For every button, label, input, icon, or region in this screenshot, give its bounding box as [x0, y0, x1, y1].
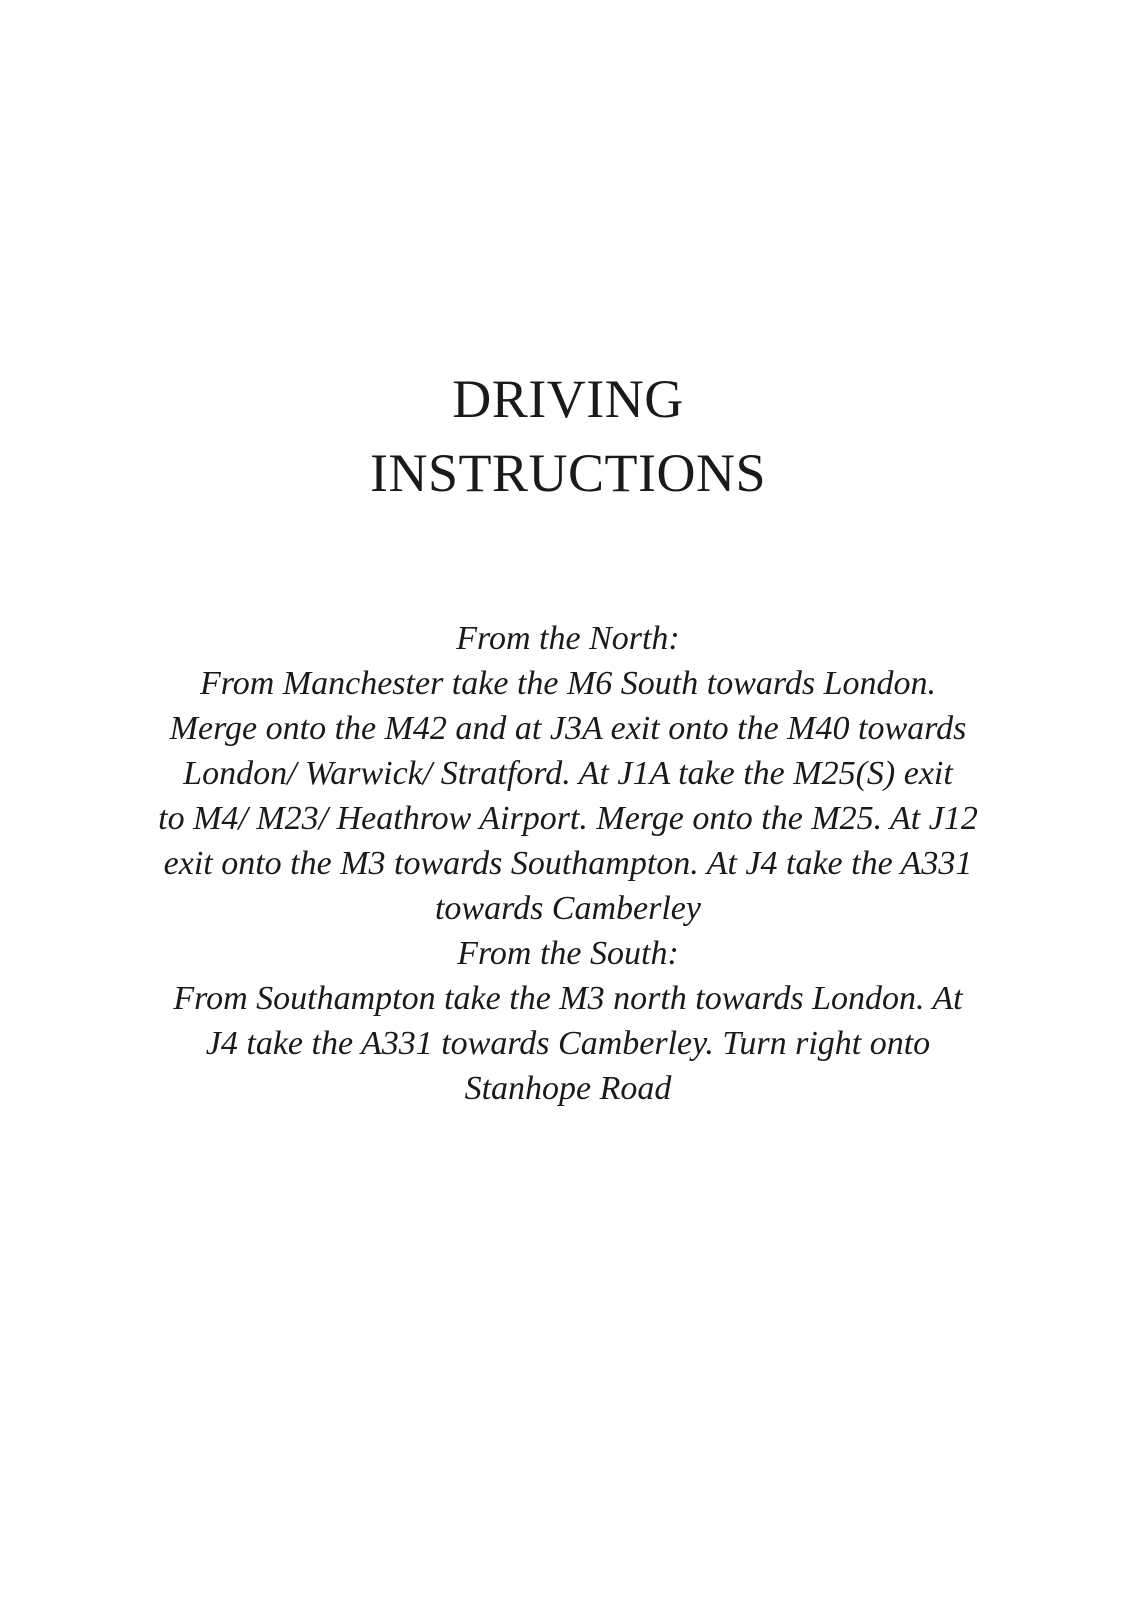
north-heading: From the North: — [456, 620, 680, 657]
title-line-1: DRIVING — [452, 369, 684, 429]
south-line-1: From Southampton take the M3 north towards London. At — [173, 980, 963, 1017]
north-line-1: From Manchester take the M6 South towards London. — [200, 665, 936, 702]
north-line-3: London/ Warwick/ Stratford. At J1A take the M25(S) exit — [183, 755, 953, 792]
north-line-5: exit onto the M3 towards Southampton. At J4 take the A331 — [163, 845, 973, 882]
south-line-3: Stanhope Road — [464, 1070, 672, 1107]
title-line-2: INSTRUCTIONS — [369, 443, 767, 503]
north-line-4: to M4/ M23/ Heathrow Airport. Merge onto the M25. At J12 — [158, 800, 978, 837]
driving-instructions-body — [100, 616, 1036, 1111]
page-title — [0, 362, 1136, 510]
north-line-2: Merge onto the M42 and at J3A exit onto the M40 towards — [169, 710, 967, 747]
south-line-2: J4 take the A331 towards Camberley. Turn right onto — [205, 1025, 931, 1062]
north-line-6: towards Camberley — [434, 890, 701, 927]
south-heading: From the South: — [457, 935, 679, 972]
